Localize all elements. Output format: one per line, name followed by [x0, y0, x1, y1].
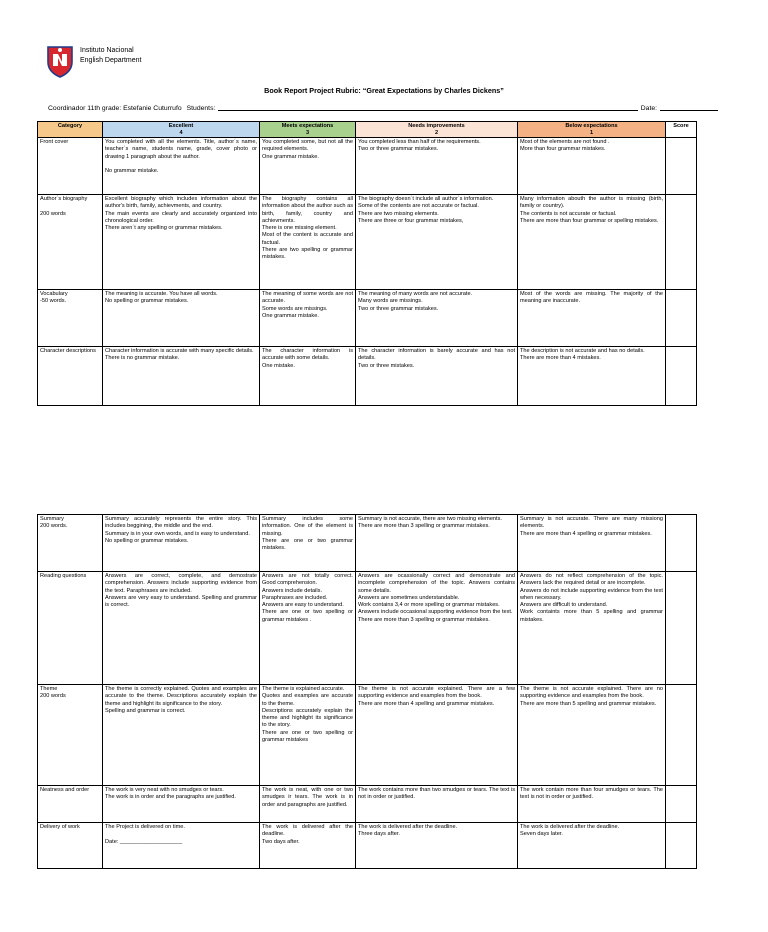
score-cell[interactable]	[666, 195, 697, 290]
header-score: Score	[666, 122, 697, 138]
date-label: Date:	[640, 105, 657, 112]
score-cell[interactable]	[666, 347, 697, 406]
table-row	[38, 138, 697, 195]
meets-cell: You completed some, but not all the required elements. One grammar mistake.	[260, 138, 356, 195]
excellent-cell: The work is very neat with no smudges or tears. The work is in order and the paragraphs are justified.	[103, 786, 260, 823]
page-title: Book Report Project Rubric: “Great Expectations by Charles Dickens”	[264, 86, 504, 95]
score-cell[interactable]	[666, 572, 697, 685]
needs-cell: The character information is barely accurate and has not details. Two or three mistakes.	[356, 347, 518, 406]
below-cell: Most of the elements are not found . More than four grammar mistakes.	[518, 138, 666, 195]
header-excellent: Excellent 4	[103, 122, 260, 138]
table-row	[38, 786, 697, 823]
rubric-table-bottom	[37, 514, 697, 869]
table-row	[38, 685, 697, 786]
below-cell: The work contain more than four smudges or tears. The text is not in order or justified.	[518, 786, 666, 823]
date-field[interactable]	[660, 103, 718, 111]
meets-cell: The biography contains all information about the author such as birth, family, country and achievments. There is one missing element. Most of the content is accurate and factual. There are two spelling or grammar mistakes.	[260, 195, 356, 290]
needs-cell: The theme is not accurate explained. There are a few supporting evidence and examples from the book. There are more than 4 spelling and grammar mistakes.	[356, 685, 518, 786]
needs-cell: Summary is not accurate, there are two missing elements. There are more than 3 spelling or grammar mistakes.	[356, 515, 518, 572]
excellent-cell: The Project is delivered on time. Date: ____________________	[103, 823, 260, 869]
needs-cell: You completed less than half of the requirements. Two or three grammar mistakes.	[356, 138, 518, 195]
header-below: Below expectations 1	[518, 122, 666, 138]
excellent-cell: The theme is correctly explained. Quotes and examples are accurate to the theme. Descriptions accurately explain the theme and highlight its significance to the story. Spelling and grammar is correct.	[103, 685, 260, 786]
students-label: Students:	[186, 105, 216, 112]
category-cell: Reading questions	[38, 572, 103, 685]
needs-cell: Answers are ocassionally correct and demonstrate and incomplete comprehension of the topic. Answers contains some details. Answers are sometimes understandable. Work contains 3,4 or more spelling or grammar mistakes. Answers include occasional supporting evidence from the text. There are more than 3 spelling or grammar mistakes.	[356, 572, 518, 685]
meets-cell: The meaning of some words are not accurate. Some words are missings. One grammar mistake.	[260, 290, 356, 347]
meets-cell: The character information is accurate with some details. One mistake.	[260, 347, 356, 406]
score-cell[interactable]	[666, 685, 697, 786]
header-category: Category	[38, 122, 103, 138]
below-cell: The theme is not accurate explained. There are no supporting evidence and examples from the book. There are more than 5 spelling and grammar mistakes.	[518, 685, 666, 786]
excellent-cell: Answers are correct, complete, and demostrate comprehension. Answers include supporting evidence from the text. Paraphrases are included. Answers are very easy to understand. Spelling and grammar is correct.	[103, 572, 260, 685]
category-cell: Front cover	[38, 138, 103, 195]
table-row	[38, 347, 697, 406]
institute-header	[80, 46, 141, 66]
needs-cell: The work contains more than two smudges or tears. The text is not in order or justified.	[356, 786, 518, 823]
needs-cell: The work is delivered after the deadline. Three days after.	[356, 823, 518, 869]
below-cell: Answers do not reflect comprehension of the topic. Answers lack the required detail or are incomplete. Answers do not include supporting evidence from the text when necessary. Answers are difficult to understand. Work containts more than 5 spelling and grammar mistakes.	[518, 572, 666, 685]
coordinator-line	[48, 103, 718, 112]
meets-cell: Summary includes some information. One of the element is missing. There are one or two grammar mistakes.	[260, 515, 356, 572]
category-cell: Delivery of work	[38, 823, 103, 869]
header-meets: Meets expectations 3	[260, 122, 356, 138]
below-cell: Summary is not accurate. There are many missiong elements. There are more than 4 spelling or grammar mistakes.	[518, 515, 666, 572]
category-cell: Vocabulary -50 words.	[38, 290, 103, 347]
header-needs: Needs improvements 2	[356, 122, 518, 138]
table-row	[38, 572, 697, 685]
institute-logo	[46, 44, 74, 78]
excellent-cell: Summary accurately represents the entire story. This includes beggining, the middle and the end. Summary is in your own words, and is easy to understand. No spelling or grammar mistakes.	[103, 515, 260, 572]
score-cell[interactable]	[666, 823, 697, 869]
score-cell[interactable]	[666, 138, 697, 195]
needs-cell: The biography doesn´t include all author´s information. Some of the contents are not accurate or factual. There are two missing elements. There are three or four grammar mistakes,	[356, 195, 518, 290]
category-cell: Theme 200 words	[38, 685, 103, 786]
table-row	[38, 823, 697, 869]
category-cell: Character descriptions	[38, 347, 103, 406]
meets-cell: The work is neat, with one or two smudges ir tears. The work is in order and paragraphs are justified.	[260, 786, 356, 823]
table-row	[38, 515, 697, 572]
category-cell: Author´s biography 200 words	[38, 195, 103, 290]
meets-cell: The work is delivered after the deadline. Two days after.	[260, 823, 356, 869]
score-cell[interactable]	[666, 515, 697, 572]
excellent-cell: The meaning is accurate. You have all words. No spelling or grammar mistakes.	[103, 290, 260, 347]
meets-cell: The theme is explained accurate. Quotes and examples are accurate to the theme. Descriptions accurately explain the theme and highlight its significance to the story. There are one or two spelling or grammar mistakes	[260, 685, 356, 786]
category-cell: Neatness and order	[38, 786, 103, 823]
excellent-cell: You completed with all the elements. Title, author´s name, teacher´s name, students name, grade, cover photo or drawing 1 paragraph about the author. No grammar mistake.	[103, 138, 260, 195]
table-row	[38, 290, 697, 347]
excellent-cell: Excellent biography which includes information about the author's birth, family, achievments, and country. The main events are clearly and accurately organized into chronological order. There aren´t any spelling or grammar mistakes.	[103, 195, 260, 290]
meets-cell: Answers are not totally correct. Good comprehension. Answers include details. Paraphrases are included. Answers are easy to understand. There are one or two spelling or grammar mistakes .	[260, 572, 356, 685]
coordinator-label: Coordinador 11th grade: Estefanie Cuturrufo	[48, 105, 182, 112]
category-cell: Summary 200 words.	[38, 515, 103, 572]
below-cell: The description is not accurate and has no details. There are more than 4 mistakes.	[518, 347, 666, 406]
institute-name: Instituto Nacional	[80, 47, 134, 54]
score-cell[interactable]	[666, 786, 697, 823]
score-cell[interactable]	[666, 290, 697, 347]
rubric-table-top	[37, 121, 697, 406]
below-cell: The work is delivered after the deadline. Seven days later.	[518, 823, 666, 869]
below-cell: Many information abouth the author is missing (birth, family or country). The contents is not accurate or factual. There are more than four grammar or spelling mistakes.	[518, 195, 666, 290]
table-row	[38, 195, 697, 290]
excellent-cell: Character information is accurate with many specific details. There is no grammar mistake.	[103, 347, 260, 406]
students-field[interactable]	[218, 103, 637, 111]
needs-cell: The meaning of many words are not accurate. Many words are missings. Two or three grammar mistakes.	[356, 290, 518, 347]
header-row	[38, 122, 697, 138]
department-name: English Department	[80, 57, 142, 64]
below-cell: Most of the words are missing. The majority of the meaning are inaccurate.	[518, 290, 666, 347]
